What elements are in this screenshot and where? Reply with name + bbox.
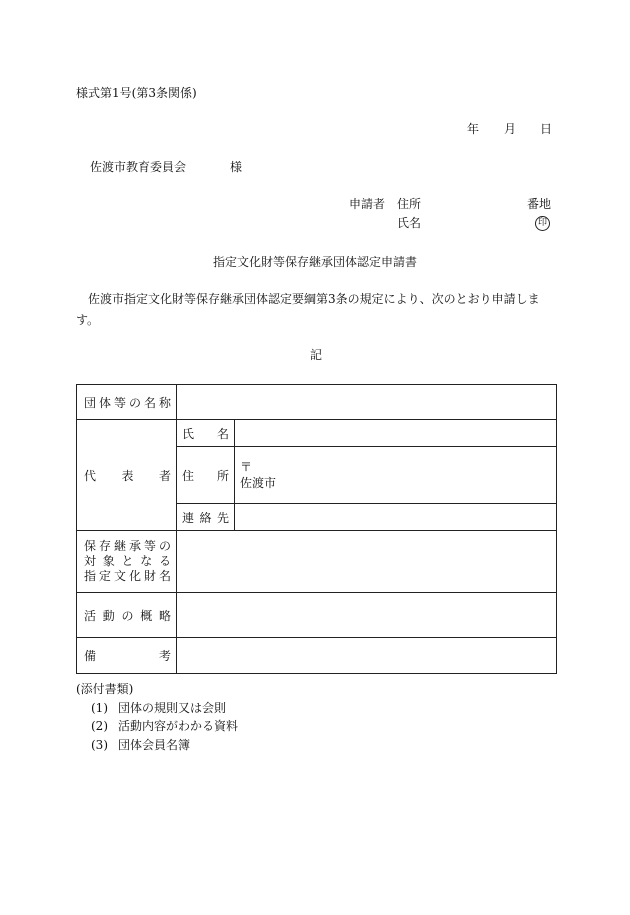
rep-name-label: 氏 名	[177, 420, 235, 447]
target-asset-label-line-3: 指定文化財名	[84, 569, 171, 583]
contact-field[interactable]	[235, 504, 557, 531]
date-month: 月	[504, 122, 517, 136]
attachments-heading: (添付書類)	[76, 682, 134, 696]
seal-icon: 印	[535, 216, 550, 231]
target-asset-label	[77, 531, 177, 593]
date-day: 日	[540, 122, 553, 136]
body-line-1: 佐渡市指定文化財等保存継承団体認定要綱第3条の規定により、次のとおり申請しま	[88, 292, 540, 306]
application-table	[76, 384, 557, 674]
attachment-num-1: (1)	[91, 701, 108, 715]
addressee-honorific: 様	[230, 160, 243, 174]
postal-mark: 〒	[240, 460, 253, 474]
target-asset-label-line-2: 対象となる	[84, 554, 171, 568]
attachment-text-1: 団体の規則又は会則	[118, 701, 227, 715]
org-name-field[interactable]	[177, 385, 557, 420]
attachment-text-2: 活動内容がわかる資料	[118, 719, 239, 733]
attachment-text-3: 団体会員名簿	[118, 738, 191, 752]
attachment-num-3: (3)	[91, 738, 108, 752]
applicant-name-label: 氏名	[397, 216, 422, 230]
contact-label: 連絡先	[177, 504, 235, 531]
applicant-label: 申請者	[349, 197, 386, 211]
ki-mark: 記	[310, 348, 323, 362]
city-name: 佐渡市	[240, 476, 277, 490]
date-year: 年	[467, 122, 480, 136]
rep-name-field[interactable]	[235, 420, 557, 447]
applicant-address-label: 住所	[397, 197, 422, 211]
rep-address-label: 住 所	[177, 447, 235, 504]
target-asset-field[interactable]	[177, 531, 557, 593]
body-line-2: す。	[76, 313, 100, 327]
target-asset-label-line-1: 保存継承等の	[84, 539, 171, 553]
org-name-label: 団体等の名称	[77, 385, 177, 420]
remarks-field[interactable]	[177, 638, 557, 674]
applicant-address-suffix: 番地	[527, 197, 552, 211]
document-title: 指定文化財等保存継承団体認定申請書	[213, 255, 418, 269]
rep-address-field[interactable]	[235, 447, 557, 504]
seal-mark	[535, 215, 550, 231]
addressee-name: 佐渡市教育委員会	[90, 160, 187, 174]
activity-field[interactable]	[177, 593, 557, 638]
activity-label: 活動の概略	[77, 593, 177, 638]
remarks-label: 備考	[77, 638, 177, 674]
attachment-num-2: (2)	[91, 719, 108, 733]
form-number: 様式第1号(第3条関係)	[76, 86, 197, 100]
representative-label: 代 表 者	[77, 420, 177, 531]
